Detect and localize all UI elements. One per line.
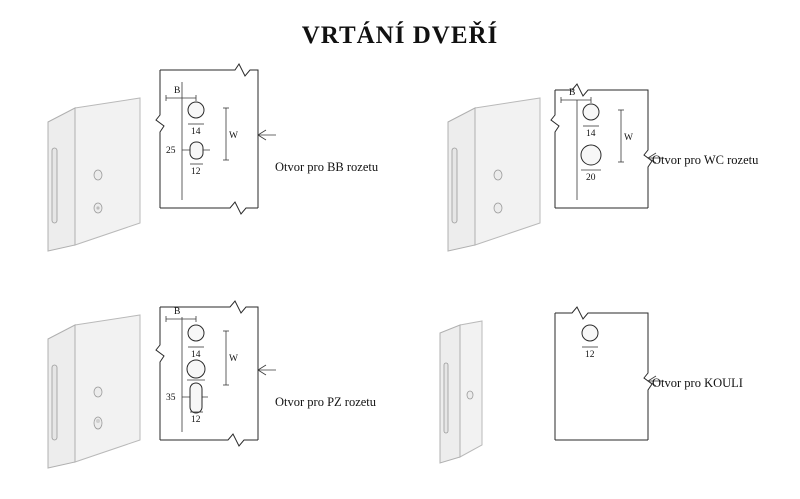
caption-pz: Otvor pro PZ rozetu bbox=[275, 395, 377, 409]
dim-pz-bottom-hole: 12 bbox=[191, 415, 201, 425]
diagram-bb bbox=[30, 60, 390, 260]
dim-bb-spacing: 25 bbox=[166, 146, 176, 156]
dim-wc-b: B bbox=[569, 88, 576, 98]
kouli-section-view bbox=[555, 307, 664, 440]
dim-wc-w: W bbox=[624, 133, 633, 143]
pz-section-view bbox=[156, 301, 276, 446]
caption-kouli: Otvor pro KOULI bbox=[652, 376, 743, 390]
caption-wc: Otvor pro WC rozetu bbox=[652, 153, 759, 167]
door-illustration-bb bbox=[48, 98, 140, 251]
dim-kouli-hole: 12 bbox=[585, 350, 595, 360]
diagram-pz bbox=[30, 285, 390, 485]
dim-wc-top-hole: 14 bbox=[586, 129, 596, 139]
door-illustration-wc bbox=[448, 98, 540, 251]
dim-bb-w: W bbox=[229, 131, 238, 141]
dim-pz-w: W bbox=[229, 354, 238, 364]
wc-section-view bbox=[551, 84, 664, 208]
bb-section-view bbox=[156, 64, 276, 214]
door-illustration-pz bbox=[48, 315, 140, 468]
dim-pz-spacing: 35 bbox=[166, 393, 176, 403]
caption-bb: Otvor pro BB rozetu bbox=[275, 160, 379, 174]
dim-bb-top-hole: 14 bbox=[191, 127, 201, 137]
dim-bb-b: B bbox=[174, 86, 181, 96]
diagram-kouli bbox=[420, 285, 790, 485]
diagram-wc bbox=[420, 60, 790, 260]
dim-pz-top-hole: 14 bbox=[191, 350, 201, 360]
page-title: VRTÁNÍ DVEŘÍ bbox=[301, 22, 499, 49]
door-illustration-kouli bbox=[440, 321, 482, 463]
dim-wc-bottom-hole: 20 bbox=[586, 173, 596, 183]
pz-drawing bbox=[30, 285, 390, 485]
dim-pz-b: B bbox=[174, 307, 181, 317]
dim-bb-bottom-hole: 12 bbox=[191, 167, 201, 177]
